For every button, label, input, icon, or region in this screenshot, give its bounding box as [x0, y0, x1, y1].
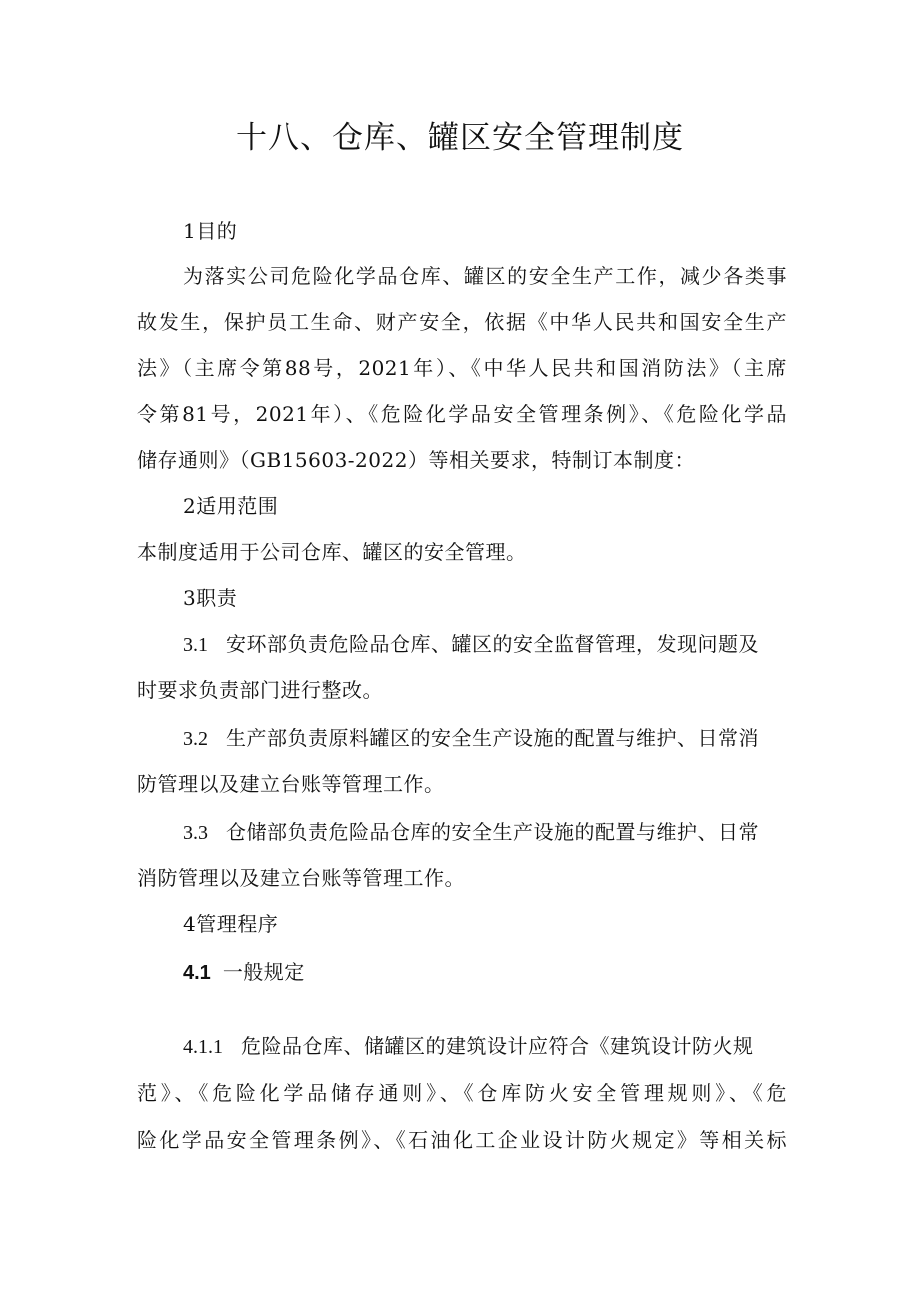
purpose-paragraph-line: 故发生，保护员工生命、财产安全，依据《中华人民共和国安全生产	[137, 310, 787, 334]
clause-4-1-1-continuation: 险化学品安全管理条例》、《石油化工企业设计防火规定》等相关标	[137, 1128, 787, 1152]
subsection-number: 4.1	[183, 962, 211, 984]
clause-text: 生产部负责原料罐区的安全生产设施的配置与维护、日常消	[226, 726, 759, 750]
purpose-paragraph-line: 令第81号，2021年）、《危险化学品安全管理条例》、《危险化学品	[137, 402, 787, 426]
clause-3-3-continuation: 消防管理以及建立台账等管理工作。	[137, 866, 465, 890]
clause-4-1-1-line	[183, 1032, 754, 1061]
clause-3-3-line	[183, 818, 759, 847]
clause-text: 安环部负责危险品仓库、罐区的安全监督管理，发现问题及	[226, 632, 759, 656]
section-3-heading: 3职责	[183, 586, 238, 610]
scope-paragraph: 本制度适用于公司仓库、罐区的安全管理。	[137, 540, 527, 564]
clause-text: 仓储部负责危险品仓库的安全生产设施的配置与维护、日常	[226, 820, 759, 844]
clause-text: 危险品仓库、储罐区的建筑设计应符合《建筑设计防火规	[241, 1034, 754, 1058]
purpose-paragraph-line: 为落实公司危险化学品仓库、罐区的安全生产工作，减少各类事	[183, 264, 787, 288]
section-4-heading: 4管理程序	[183, 912, 279, 936]
purpose-paragraph-line: 储存通则》（GB15603-2022）等相关要求，特制订本制度：	[137, 448, 695, 472]
clause-number: 3.3	[183, 822, 208, 844]
document-title: 十八、仓库、罐区安全管理制度	[236, 120, 684, 156]
clause-number: 4.1.1	[183, 1036, 223, 1058]
clause-3-2-continuation: 防管理以及建立台账等管理工作。	[137, 772, 445, 796]
purpose-paragraph-line: 法》（主席令第88号，2021年）、《中华人民共和国消防法》（主席	[137, 356, 787, 380]
clause-number: 3.2	[183, 728, 208, 750]
subsection-4-1-heading	[183, 958, 305, 987]
section-1-heading: 1目的	[183, 219, 238, 243]
clause-4-1-1-continuation: 范》、《危险化学品储存通则》、《仓库防火安全管理规则》、《危	[137, 1081, 787, 1105]
clause-3-1-continuation: 时要求负责部门进行整改。	[137, 678, 383, 702]
subsection-title: 一般规定	[222, 960, 305, 984]
clause-number: 3.1	[183, 634, 208, 656]
clause-3-2-line	[183, 724, 759, 753]
clause-3-1-line	[183, 630, 759, 659]
section-2-heading: 2适用范围	[183, 494, 279, 518]
